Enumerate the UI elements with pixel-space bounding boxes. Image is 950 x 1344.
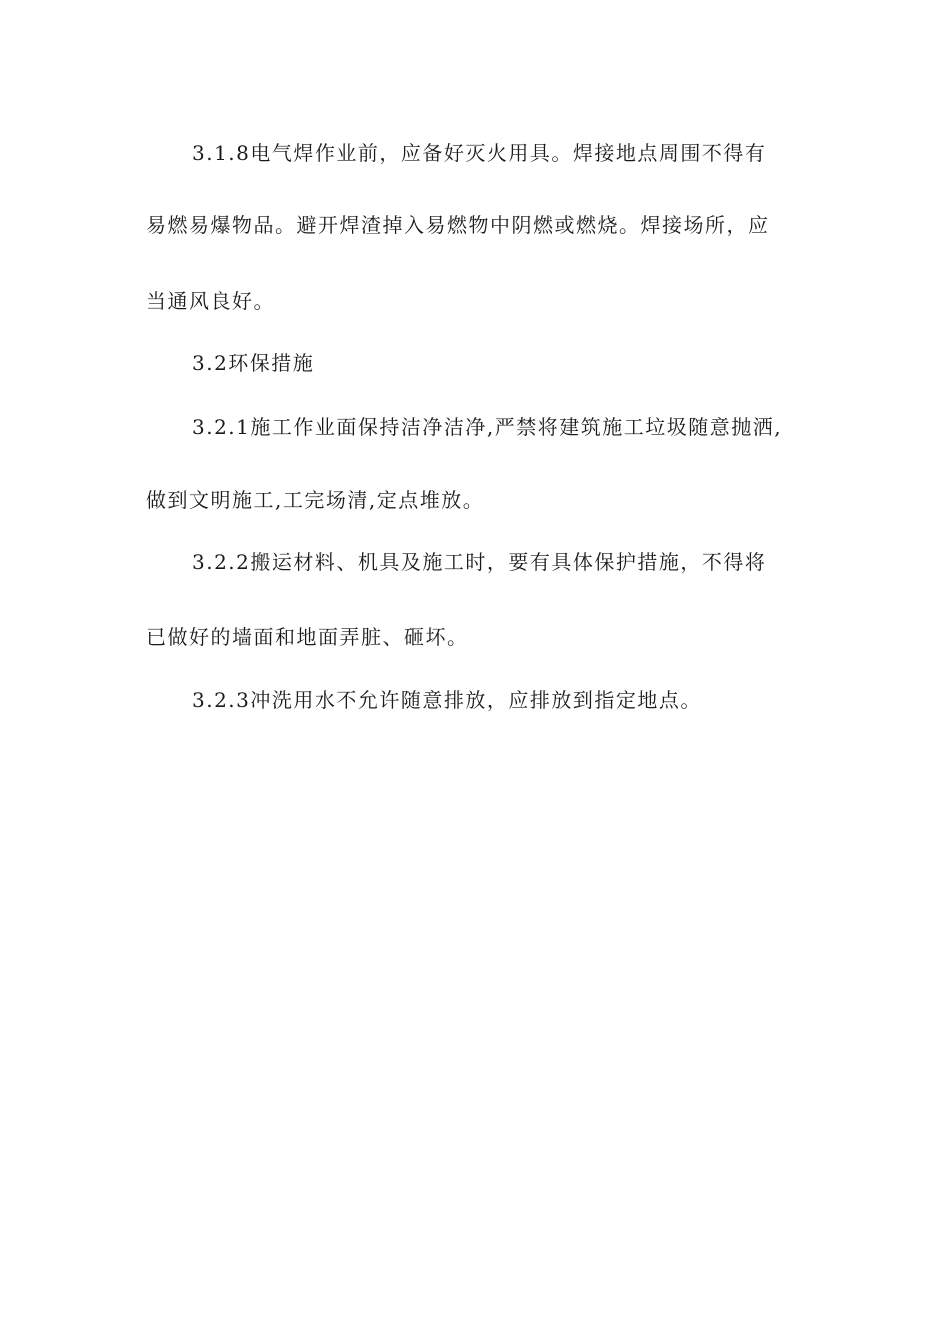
paragraph-3-1-8-line-1: 3.1.8电气焊作业前，应备好灭火用具。焊接地点周围不得有 xyxy=(192,141,767,165)
paragraph-3-1-8-line-3: 当通风良好。 xyxy=(146,289,275,313)
paragraph-3-2-2-line-1: 3.2.2搬运材料、机具及施工时，要有具体保护措施，不得将 xyxy=(192,550,767,574)
paragraph-3-2-2-line-2: 已做好的墙面和地面弄脏、砸坏。 xyxy=(146,625,469,649)
section-heading-3-2: 3.2环保措施 xyxy=(192,351,315,375)
paragraph-3-1-8-line-2: 易燃易爆物品。避开焊渣掉入易燃物中阴燃或燃烧。焊接场所，应 xyxy=(146,213,770,237)
paragraph-3-2-3-line-1: 3.2.3冲洗用水不允许随意排放，应排放到指定地点。 xyxy=(192,688,702,712)
paragraph-3-2-1-line-2: 做到文明施工,工完场清,定点堆放。 xyxy=(146,488,485,512)
paragraph-3-2-1-line-1: 3.2.1施工作业面保持洁净洁净,严禁将建筑施工垃圾随意抛洒, xyxy=(192,415,783,439)
